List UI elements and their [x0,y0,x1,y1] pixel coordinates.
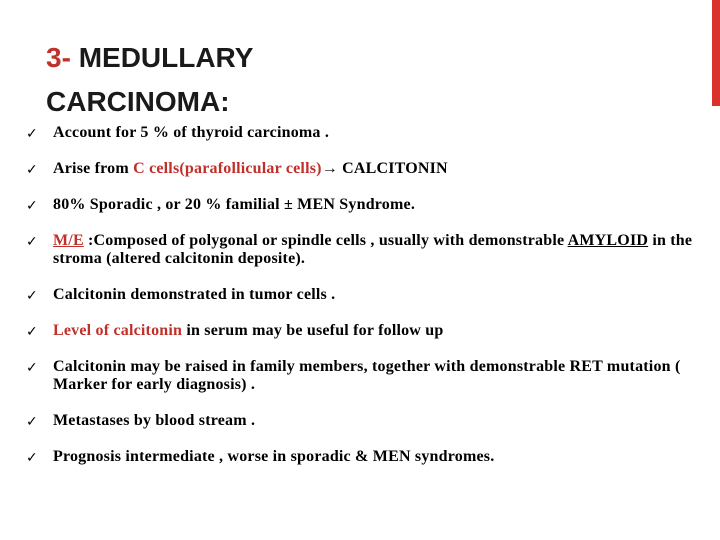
bullet-text: → CALCITONIN [321,160,448,177]
bullet-text: in the stroma (altered calcitonin deposite). [53,232,693,267]
bullet-text: Prognosis intermediate , worse in sporadic & MEN syndromes. [53,448,495,465]
checkmark-icon: ✓ [26,450,38,466]
bullet-list [26,124,696,466]
bullet-text: 80% Sporadic , or 20 % familial ± MEN Syndrome. [53,196,416,213]
bullet-text: in serum may be useful for follow up [182,322,444,339]
bullet-item [26,232,696,268]
bullet-text: Metastases by blood stream . [53,412,256,429]
bullet-item [26,160,696,178]
bullet-item [26,448,696,466]
checkmark-icon: ✓ [26,126,38,142]
bullet-item [26,124,696,142]
bullet-item [26,412,696,430]
bullet-item [26,286,696,304]
bullet-text: Calcitonin demonstrated in tumor cells . [53,286,336,303]
checkmark-icon: ✓ [26,288,38,304]
bullet-text: Calcitonin may be raised in family members, together with demonstrable RET mutation ( Marker for early diagnosis) . [53,358,681,393]
amyloid-term: AMYLOID [567,232,649,249]
calcitonin-level-term: Level of calcitonin [53,322,183,339]
slide-title [46,36,546,124]
bullet-text: Arise from [53,160,134,177]
accent-side-bar [712,0,720,106]
bullet-text: :Composed of polygonal or spindle cells , usually with demonstrable [83,232,568,249]
title-line-1: MEDULLARY [78,42,254,73]
checkmark-icon: ✓ [26,360,38,376]
bullet-item [26,322,696,340]
checkmark-icon: ✓ [26,234,38,250]
checkmark-icon: ✓ [26,162,38,178]
title-number: 3- [46,42,71,73]
bullet-item [26,196,696,214]
title-line-2: CARCINOMA: [46,86,230,117]
c-cells-term: C cells(parafollicular cells) [133,160,322,177]
bullet-text: Account for 5 % of thyroid carcinoma . [53,124,330,141]
me-term: M/E [53,232,84,249]
bullet-item [26,358,696,394]
checkmark-icon: ✓ [26,414,38,430]
checkmark-icon: ✓ [26,198,38,214]
checkmark-icon: ✓ [26,324,38,340]
